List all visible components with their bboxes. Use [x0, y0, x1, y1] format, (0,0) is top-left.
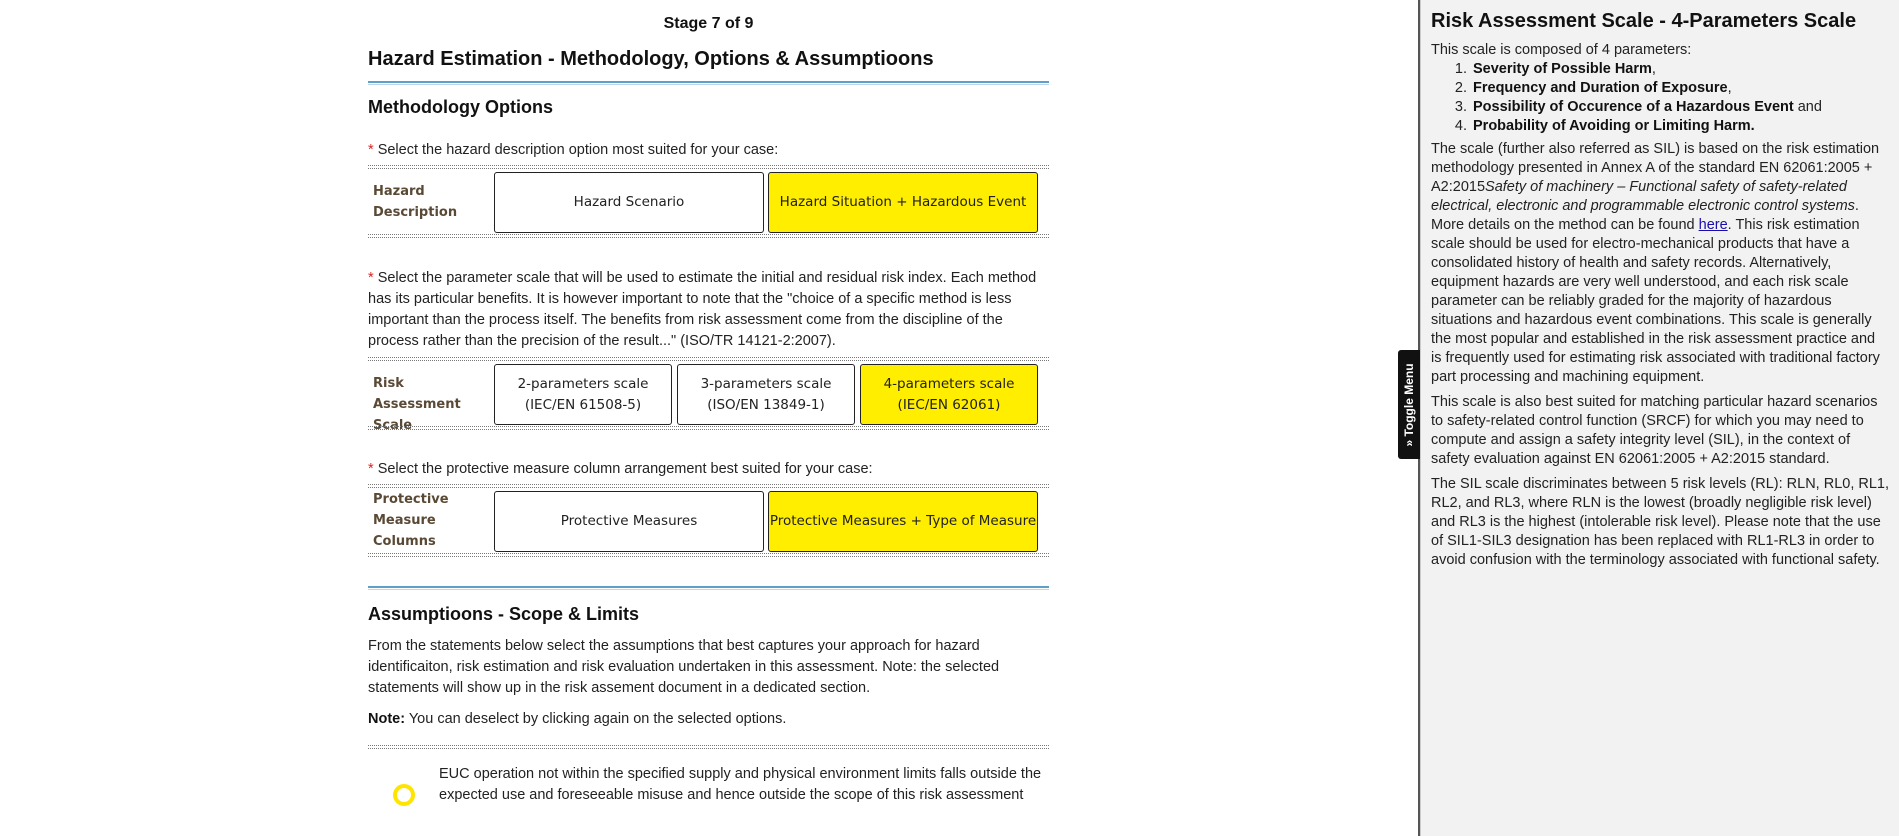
sidebar-paragraph-2: This scale is also best suited for matching particular hazard scenarios to safety-related control function (SRCF) for which you may need to compute and assign a safety integrity level (SIL), in the context of safety evaluation against EN 62061:2005 + A2:2015 standard.: [1431, 394, 1878, 467]
paragraph-text: . This risk estimation scale should be used for electro-mechanical products that have a consolidated history of health and safety records. Alternatively, equipment hazards are very well understood, and each risk scale parameter can be reliably graded for the majority of hazardous situations and hazardous event combinations. This scale is generally the most popular and established in the risk assessment practice and is frequently used for estimating risk associated with traditional factory part processing and machining equipment.: [1431, 217, 1880, 385]
hazard-situation-event-option[interactable]: Hazard Situation + Hazardous Event: [768, 172, 1038, 233]
option-line: 3-parameters scale: [700, 375, 832, 392]
three-parameter-scale-option[interactable]: [677, 364, 855, 425]
option-line: (IEC/EN 62061): [897, 396, 1001, 413]
paragraph-text: The scale (further also referred as SIL) is based on the risk estimation methodology presented in Annex A of the standard EN 62061:2005 + A2:2015: [1431, 141, 1880, 195]
parameter-name: Probability of Avoiding or Limiting Harm.: [1473, 118, 1755, 134]
required-mark: *: [368, 461, 374, 477]
toggle-menu-button[interactable]: [1398, 350, 1420, 459]
details-link[interactable]: here: [1698, 217, 1728, 233]
parameter-suffix: ,: [1651, 61, 1656, 77]
assumptions-note: [368, 709, 1049, 730]
list-item: [1471, 98, 1889, 117]
assumptions-intro: From the statements below select the assumptions that best captures your approach for hazard identificaiton, risk estimation and risk evaluation undertaken in this assessment. Note: the selected statements will show up in the risk assement document in a dedicated section.: [368, 638, 1000, 696]
list-item: [1471, 79, 1889, 98]
parameter-name: Frequency and Duration of Exposure: [1473, 80, 1728, 96]
risk-scale-prompt: [368, 268, 1049, 352]
section-divider: [368, 586, 1049, 590]
option-line: 4-parameters scale: [883, 375, 1015, 392]
stage-indicator: Stage 7 of 9: [663, 15, 754, 32]
required-mark: *: [368, 142, 374, 158]
parameter-name: Severity of Possible Harm: [1473, 61, 1652, 77]
hazard-description-label: Hazard Description: [373, 184, 458, 220]
paragraph-text: . More details on the method can be found: [1431, 198, 1859, 233]
protective-measure-label: Protective Measure Columns: [373, 492, 449, 549]
list-item: [1471, 60, 1889, 79]
standard-title: Safety of machinery – Functional safety of safety-related electrical, electronic and programmable electronic control systems: [1431, 179, 1855, 214]
main-panel: [368, 0, 1049, 836]
option-line: (ISO/EN 13849-1): [707, 396, 825, 413]
protective-measures-type-option[interactable]: Protective Measures + Type of Measure: [768, 491, 1038, 552]
parameter-suffix: ,: [1727, 80, 1732, 96]
list-item: [1471, 117, 1889, 136]
two-parameter-scale-option[interactable]: [494, 364, 672, 425]
four-parameter-scale-option[interactable]: [860, 364, 1038, 425]
parameter-list: [1471, 60, 1889, 136]
hazard-scenario-option[interactable]: Hazard Scenario: [494, 172, 764, 233]
toggle-menu-label: » Toggle Menu: [1402, 362, 1416, 447]
parameter-name: Possibility of Occurence of a Hazardous Event: [1473, 99, 1794, 115]
required-mark: *: [368, 270, 374, 286]
risk-scale-prompt-text: Select the parameter scale that will be used to estimate the initial and residual risk index. Each method has its particular benefits. It is however important to note that the "choice of a specific method is less important than the process itself. The benefits from risk assessment come from the discipline of the process rather than the precision of the result..." (ISO/TR 14121-2:2007).: [368, 270, 1037, 349]
risk-scale-label: Risk Assessment Scale: [373, 376, 461, 433]
sidebar-paragraph-1: [1431, 140, 1889, 387]
option-line: 2-parameters scale: [517, 375, 649, 392]
sidebar-intro: This scale is composed of 4 parameters:: [1431, 42, 1692, 58]
hazard-description-prompt: [368, 140, 1049, 161]
hazard-description-row: [368, 165, 1049, 238]
protective-measure-prompt: [368, 459, 1049, 480]
risk-scale-row: [368, 357, 1049, 433]
page-title: Hazard Estimation - Methodology, Options & Assumptioons: [368, 48, 934, 70]
protective-measure-prompt-text: Select the protective measure column arrangement best suited for your case:: [377, 461, 873, 477]
hazard-description-prompt-text: Select the hazard description option most suited for your case:: [377, 142, 779, 158]
protective-measures-option[interactable]: Protective Measures: [494, 491, 764, 552]
protective-measure-row: [368, 484, 1049, 557]
assumption-radio[interactable]: [393, 784, 415, 806]
assumption-item-text: EUC operation not within the specified supply and physical environment limits falls outside the expected use and foreseeable misuse and hence outside the scope of this risk assessment: [439, 766, 1042, 803]
title-divider: [368, 81, 1049, 85]
sidebar-title: Risk Assessment Scale - 4-Parameters Scale: [1431, 10, 1857, 32]
assumptions-list-divider: [368, 745, 1049, 749]
help-sidebar: [1420, 0, 1899, 836]
sidebar-paragraph-3: The SIL scale discriminates between 5 risk levels (RL): RLN, RL0, RL1, RL2, and RL3, where RLN is the lowest (broadly negligible risk level) and RL3 is the highest (intolerable risk level). Please note that the use of SIL1-SIL3 designation has been replaced with RL1-RL3 in order to avoid confusion with the terminology associated with functional safety.: [1431, 476, 1890, 568]
parameter-suffix: and: [1793, 99, 1822, 115]
assumptions-section-title: Assumptioons - Scope & Limits: [368, 604, 640, 624]
note-label: Note:: [368, 711, 406, 727]
methodology-section-title: Methodology Options: [368, 97, 553, 117]
note-text: You can deselect by clicking again on the selected options.: [405, 711, 787, 727]
option-line: (IEC/EN 61508-5): [524, 396, 642, 413]
